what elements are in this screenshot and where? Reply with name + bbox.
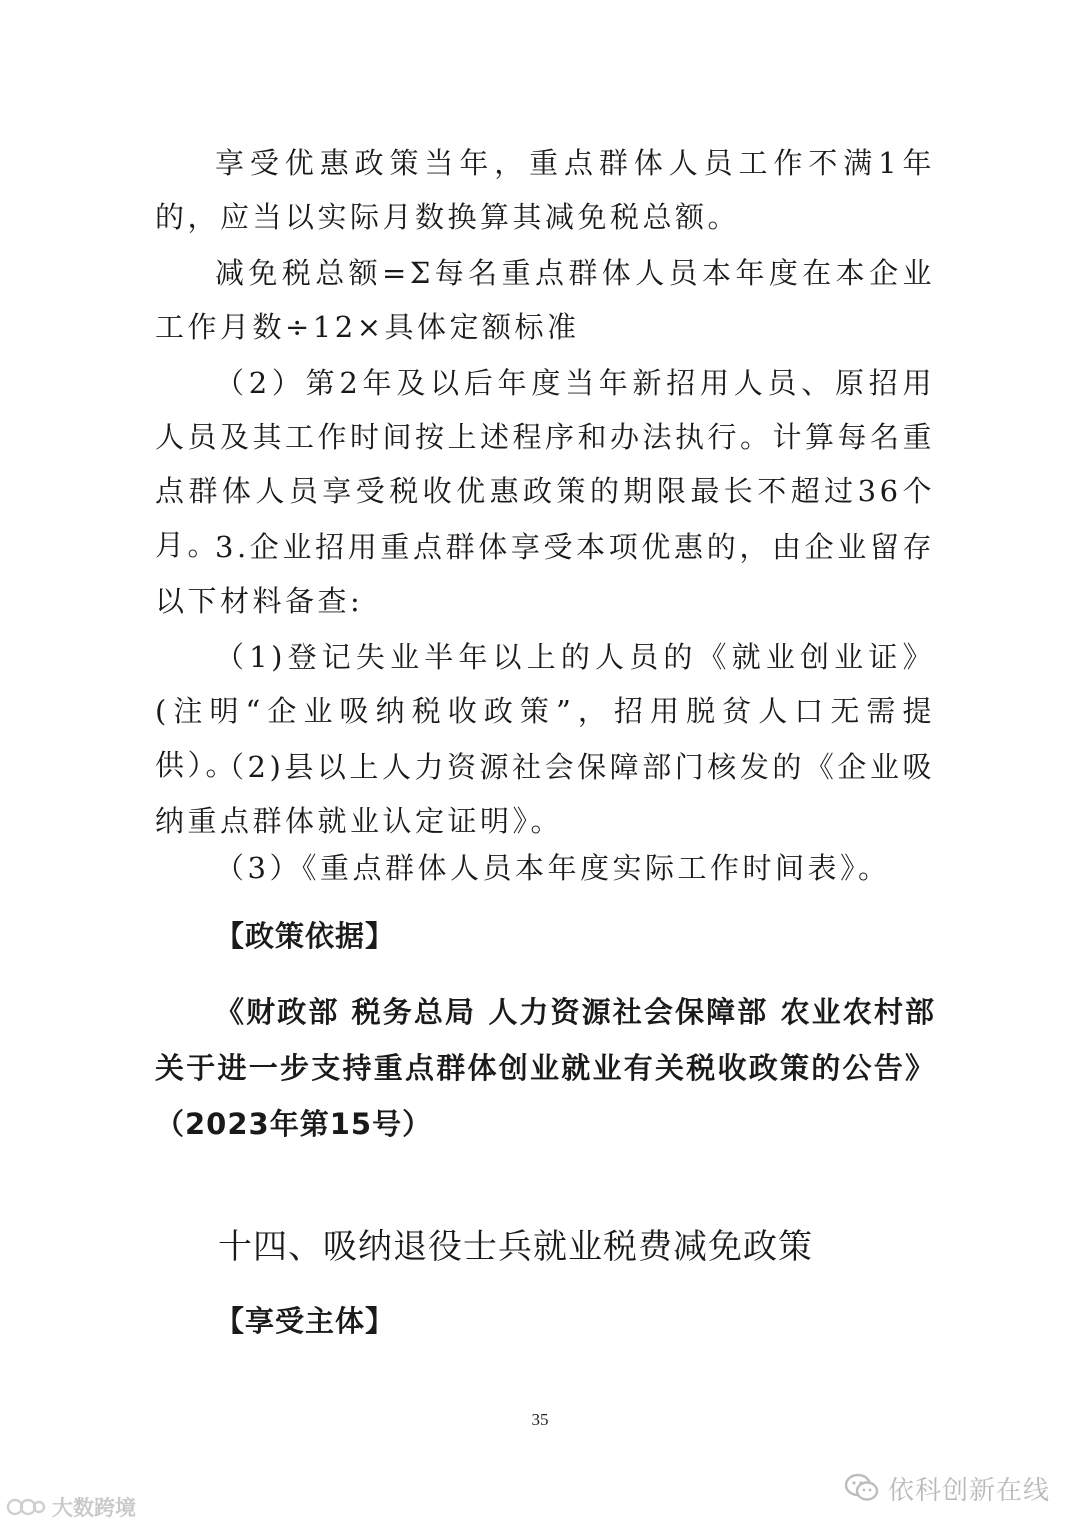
page-number: 35 [531, 1410, 549, 1429]
paragraph-material-1: （1)登记失业半年以上的人员的《就业创业证》(注明“企业吸纳税收政策”，招用脱贫人口无需提供）。 [155, 640, 935, 782]
policy-basis-text: 《财政部 税务总局 人力资源社会保障部 农业农村部关于进一步支持重点群体创业就业有关税收政策的公告》（2023年第15号） [155, 995, 935, 1141]
watermark-source [6, 1492, 136, 1522]
paragraph-second-year: （2）第2年及以后年度当年新招用人员、原招用人员及其工作时间按上述程序和办法执行。计算每名重点群体人员享受税收优惠政策的期限最长不超过36个月。 [155, 366, 936, 562]
paragraph-material-2: （2)县以上人力资源社会保障部门核发的《企业吸纳重点群体就业认定证明》。 [155, 750, 935, 838]
section-heading: 十四、吸纳退役士兵就业税费减免政策 [218, 1227, 813, 1267]
subject-label: 【享受主体】 [215, 1304, 396, 1338]
paragraph-material-3: （3）《重点群体人员本年度实际工作时间表》。 [215, 851, 891, 885]
paragraph-materials-intro: 3.企业招用重点群体享受本项优惠的，由企业留存以下材料备查: [155, 530, 935, 618]
policy-basis-label: 【政策依据】 [215, 919, 396, 953]
watermark-wechat [844, 1468, 1050, 1508]
watermark-left-text: 大数跨境 [52, 1496, 136, 1520]
logo-icon [6, 1495, 46, 1519]
paragraph-formula: 减免税总额=Σ每名重点群体人员本年度在本企业工作月数÷12×具体定额标准 [155, 256, 935, 344]
watermark-right-text: 依科创新在线 [887, 1475, 1050, 1506]
paragraph-monthly-conversion: 享受优惠政策当年，重点群体人员工作不满1年的，应当以实际月数换算其减免税总额。 [155, 146, 935, 234]
wechat-icon [844, 1473, 880, 1503]
